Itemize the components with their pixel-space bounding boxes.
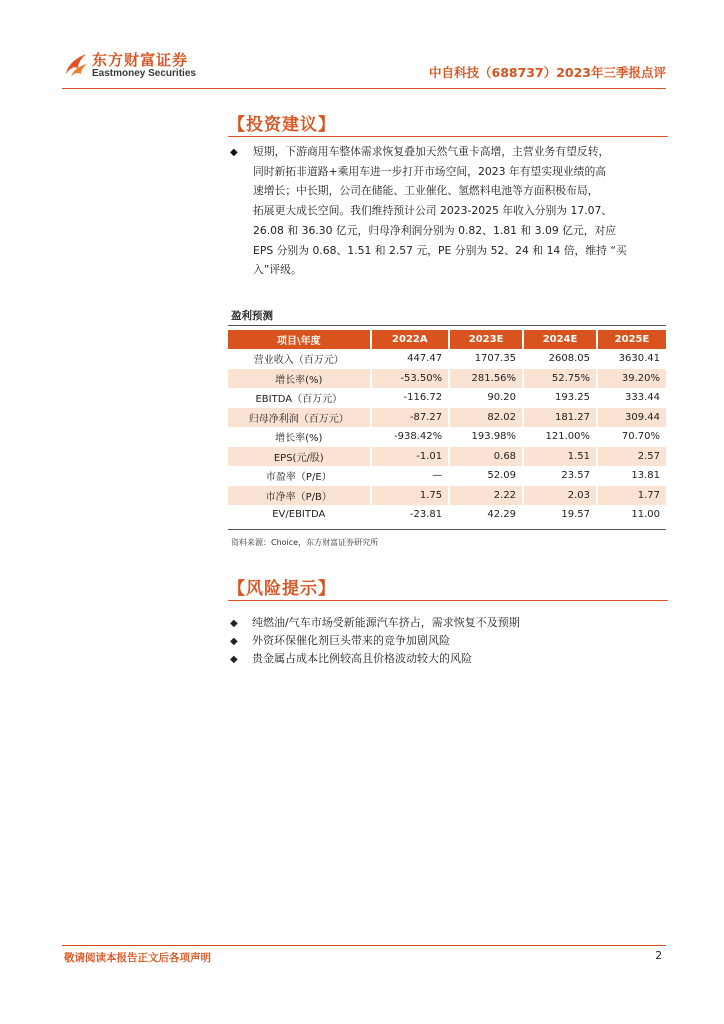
- table-cell: 1.51: [522, 447, 596, 467]
- investment-bullet-icon: ◆: [230, 147, 238, 158]
- table-cell: 2.22: [448, 486, 522, 506]
- investment-line: 26.08 和 36.30 亿元，归母净利润分别为 0.82、1.81 和 3.09 亿元，对应: [253, 223, 617, 237]
- table-cell: 121.00%: [522, 427, 596, 447]
- row-label: 归母净利润（百万元）: [228, 408, 370, 428]
- logo-english-name: Eastmoney Securities: [92, 68, 196, 79]
- table-cell: 23.57: [522, 466, 596, 486]
- table-cell: -23.81: [370, 505, 449, 525]
- diamond-bullet-icon: ◆: [230, 636, 238, 647]
- risk-section-title: 【风险提示】: [228, 579, 336, 599]
- table-cell: -53.50%: [370, 369, 449, 389]
- table-row: [228, 505, 666, 525]
- risk-item-text: 贵金属占成本比例较高且价格波动较大的风险: [252, 652, 472, 665]
- page-number: 2: [655, 950, 662, 962]
- column-header-2022a: 2022A: [370, 330, 449, 349]
- table-cell: 181.27: [522, 408, 596, 428]
- table-cell: 193.98%: [448, 427, 522, 447]
- row-label: 市净率（P/B）: [228, 486, 370, 506]
- table-cell: 82.02: [448, 408, 522, 428]
- table-cell: 39.20%: [596, 369, 666, 389]
- table-cell: 447.47: [370, 349, 449, 369]
- investment-line: 速增长；中长期，公司在储能、工业催化、氢燃料电池等方面积极布局，: [253, 184, 599, 198]
- table-cell: 193.25: [522, 388, 596, 408]
- table-cell: 281.56%: [448, 369, 522, 389]
- table-cell: 13.81: [596, 466, 666, 486]
- risk-item: [230, 614, 520, 630]
- investment-line: 拓展更大成长空间。我们维持预计公司 2023-2025 年收入分别为 17.07、: [253, 204, 613, 218]
- investment-section-divider: [228, 136, 668, 137]
- table-cell: -87.27: [370, 408, 449, 428]
- table-source-note: 资料来源：Choice，东方财富证券研究所: [231, 538, 379, 547]
- table-cell: 1.75: [370, 486, 449, 506]
- forecast-table: [228, 330, 666, 525]
- table-cell: 90.20: [448, 388, 522, 408]
- diamond-bullet-icon: ◆: [230, 618, 238, 629]
- row-label: 增长率(%): [275, 433, 323, 445]
- table-row: [228, 369, 666, 389]
- table-cell: —: [370, 466, 449, 486]
- logo-chinese-name: 东方财富证券: [92, 51, 189, 69]
- row-label: EPS(元/股): [228, 447, 370, 467]
- risk-item: [230, 632, 450, 648]
- eastmoney-flame-icon: [62, 50, 92, 80]
- table-cell: 2.57: [596, 447, 666, 467]
- table-cell: 2.03: [522, 486, 596, 506]
- table-row: [228, 408, 666, 428]
- table-cell: 333.44: [596, 388, 666, 408]
- column-header-2024e: 2024E: [522, 330, 596, 349]
- forecast-table-title: 盈利预测: [231, 310, 273, 322]
- table-row: [228, 486, 666, 506]
- risk-item: [230, 650, 472, 666]
- investment-paragraph: [253, 142, 663, 280]
- table-row: [228, 388, 666, 408]
- risk-section-divider: [228, 600, 668, 601]
- report-title: 中自科技（688737）2023年三季报点评: [429, 65, 666, 80]
- forecast-table-bottom-rule: [228, 529, 666, 530]
- table-cell: 19.57: [522, 505, 596, 525]
- diamond-bullet-icon: ◆: [230, 654, 238, 665]
- investment-line: EPS 分别为 0.68、1.51 和 2.57 元，PE 分别为 52、24 和 14 倍，维持 “买: [253, 243, 627, 257]
- investment-line: 入”评级。: [253, 263, 302, 277]
- risk-item-text: 纯燃油/气车市场受新能源汽车挤占，需求恢复不及预期: [252, 616, 520, 629]
- investment-line: 同时新拓非道路+乘用车进一步打开市场空间，2023 年有望实现业绩的高: [253, 164, 607, 178]
- eastmoney-logo: [62, 46, 212, 86]
- footer-disclaimer: 敬请阅读本报告正文后各项声明: [64, 952, 211, 964]
- row-label: 增长率(%): [228, 369, 370, 389]
- column-header-2025e: 2025E: [596, 330, 666, 349]
- table-cell: 42.29: [448, 505, 522, 525]
- table-row: [228, 447, 666, 467]
- table-row: [228, 427, 666, 447]
- table-cell: 309.44: [596, 408, 666, 428]
- table-cell: 70.70%: [596, 427, 666, 447]
- table-cell: 3630.41: [596, 349, 666, 369]
- table-cell: 0.68: [448, 447, 522, 467]
- row-label: 市盈率（P/E）: [265, 472, 332, 484]
- risk-item-text: 外资环保催化剂巨头带来的竞争加剧风险: [252, 634, 450, 647]
- table-cell: 52.75%: [522, 369, 596, 389]
- column-header-item: 项目\年度: [228, 330, 370, 349]
- table-cell: -1.01: [370, 447, 449, 467]
- table-cell: -116.72: [370, 388, 449, 408]
- investment-section-title: 【投资建议】: [228, 115, 336, 135]
- footer-divider: [62, 945, 666, 946]
- investment-line: 短期，下游商用车整体需求恢复叠加天然气重卡高增，主营业务有望反转，: [253, 145, 610, 158]
- table-cell: 2608.05: [522, 349, 596, 369]
- table-row: [228, 349, 666, 369]
- table-cell: 1.77: [596, 486, 666, 506]
- table-cell: 52.09: [448, 466, 522, 486]
- table-cell: 11.00: [596, 505, 666, 525]
- column-header-2023e: 2023E: [448, 330, 522, 349]
- row-label: 营业收入（百万元）: [253, 355, 344, 367]
- table-row: [228, 466, 666, 486]
- row-label: EBITDA（百万元）: [255, 394, 343, 406]
- row-label: EV/EBITDA: [272, 509, 326, 521]
- table-cell: 1707.35: [448, 349, 522, 369]
- forecast-table-top-rule: [228, 325, 666, 326]
- header-divider: [62, 88, 666, 89]
- table-header-row: [228, 330, 666, 349]
- table-cell: -938.42%: [370, 427, 449, 447]
